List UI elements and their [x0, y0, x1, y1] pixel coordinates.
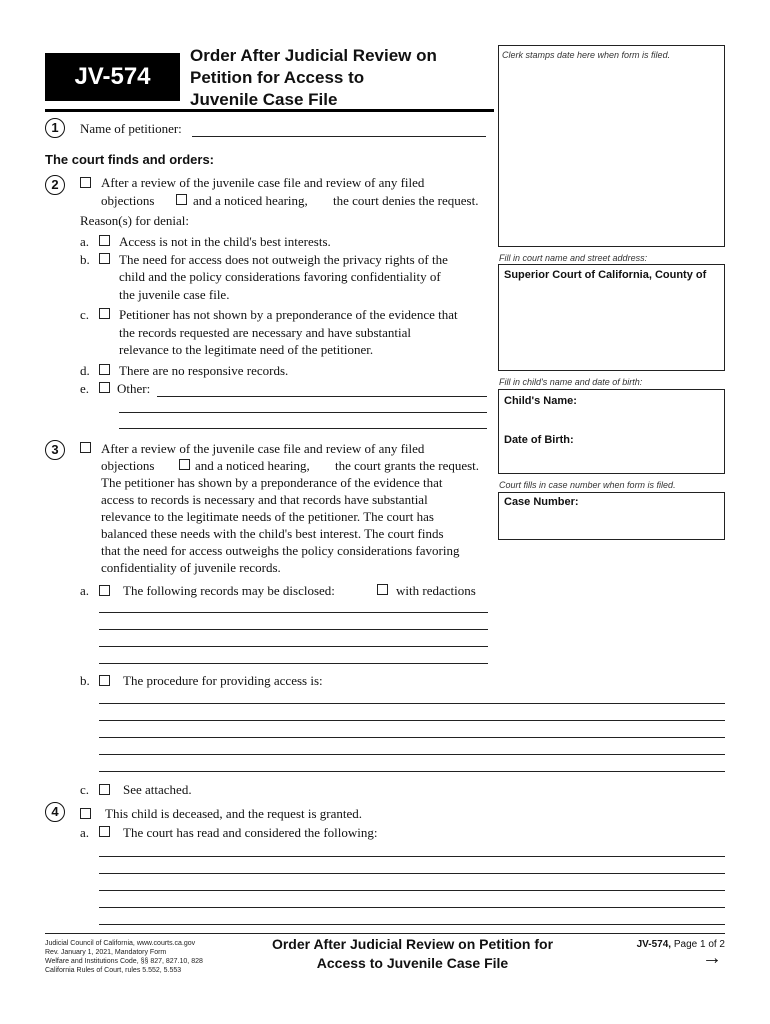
item-3-objections: objections — [101, 458, 155, 473]
item-3c-checkbox[interactable] — [99, 784, 110, 795]
procedure-input-1[interactable] — [99, 703, 725, 704]
item-2-denies: the court denies the request. — [333, 193, 479, 208]
procedure-input-2[interactable] — [99, 720, 725, 721]
item-3b-text: The procedure for providing access is: — [123, 673, 323, 688]
records-input-3[interactable] — [99, 646, 488, 647]
item-4-number: 4 — [45, 802, 65, 822]
reason-c-letter: c. — [80, 307, 90, 322]
footer-line1: Judicial Council of California, www.courts.ca.gov — [45, 940, 196, 947]
records-input-1[interactable] — [99, 612, 488, 613]
dob-label: Date of Birth: — [504, 434, 574, 446]
reason-b-checkbox[interactable] — [99, 253, 110, 264]
footer-line4: California Rules of Court, rules 5.552, 5.553 — [45, 967, 182, 974]
clerk-stamp-label: Clerk stamps date here when form is filed. — [502, 50, 671, 60]
case-number-label: Case Number: — [504, 496, 579, 508]
item-3-grants: the court grants the request. — [335, 458, 480, 473]
considered-input-5[interactable] — [99, 924, 725, 925]
procedure-input-5[interactable] — [99, 771, 725, 772]
court-name-value: Superior Court of California, County of — [504, 269, 707, 281]
clerk-stamp-box — [498, 45, 725, 247]
item-2-objections: objections — [101, 193, 155, 208]
footer-page-number: Page 1 of 2 — [673, 939, 725, 950]
footer-title-line1: Order After Judicial Review on Petition for — [271, 936, 554, 952]
reason-d-letter: d. — [80, 363, 90, 378]
item-3c-text: See attached. — [123, 782, 192, 797]
reason-a-letter: a. — [80, 234, 90, 249]
reason-a-text: Access is not in the child's best interests. — [119, 234, 331, 249]
item-2-number: 2 — [45, 175, 65, 195]
reason-c-line2: the records requested are necessary and have substantial — [119, 325, 412, 340]
reason-other-input-3[interactable] — [119, 428, 487, 429]
reason-b-line1: The need for access does not outweigh the privacy rights of the — [119, 252, 448, 267]
item-3-p3: relevance to the legitimate needs of the petitioner. The court has — [101, 509, 434, 524]
reason-c-checkbox[interactable] — [99, 308, 110, 319]
records-input-4[interactable] — [99, 663, 488, 664]
footer-title-line2: Access to Juvenile Case File — [316, 955, 509, 971]
reason-b-line3: the juvenile case file. — [119, 287, 230, 302]
form-number-badge: JV-574 — [45, 53, 180, 101]
item-3-p5: that the need for access outweighs the policy considerations favoring — [101, 543, 460, 558]
item-3-line1: After a review of the juvenile case file and review of any filed — [101, 441, 425, 456]
reason-other-input-2[interactable] — [119, 412, 487, 413]
form-title — [190, 45, 437, 111]
reason-b-letter: b. — [80, 252, 90, 267]
item-4a-letter: a. — [80, 825, 90, 840]
item-3a-letter: a. — [80, 583, 90, 598]
item-3a-checkbox[interactable] — [99, 585, 110, 596]
reason-d-checkbox[interactable] — [99, 364, 110, 375]
item-3-p2: access to records is necessary and that records have substantial — [101, 492, 428, 507]
reason-e-letter: e. — [80, 381, 90, 396]
item-3b-letter: b. — [80, 673, 90, 688]
item-4-checkbox[interactable] — [80, 808, 91, 819]
footer-rule — [45, 933, 725, 934]
case-number-note: Court fills in case number when form is filed. — [499, 480, 676, 490]
item-3-number: 3 — [45, 440, 65, 460]
item-3-p6: confidentiality of juvenile records. — [101, 560, 281, 575]
item-3-p1: The petitioner has shown by a preponderance of the evidence that — [101, 475, 443, 490]
reason-other-input-1[interactable] — [157, 396, 487, 397]
footer-form-id: JV-574, — [636, 939, 672, 950]
denial-reasons-label: Reason(s) for denial: — [80, 213, 190, 228]
item-4a-checkbox[interactable] — [99, 826, 110, 837]
findings-heading: The court finds and orders: — [45, 152, 215, 167]
reason-b-line2: child and the policy considerations favoring confidentiality of — [119, 269, 441, 284]
reason-c-line1: Petitioner has not shown by a preponderance of the evidence that — [119, 307, 458, 322]
item-3-checkbox[interactable] — [80, 442, 91, 453]
reason-c-line3: relevance to the legitimate need of the petitioner. — [119, 342, 374, 357]
reason-d-text: There are no responsive records. — [119, 363, 289, 378]
footer-line3: Welfare and Institutions Code, §§ 827, 827.10, 828 — [45, 958, 203, 965]
child-info-label: Fill in child's name and date of birth: — [499, 377, 643, 387]
item-2-noticed-hearing: and a noticed hearing, — [193, 193, 308, 208]
item-4-text: This child is deceased, and the request is granted. — [105, 806, 363, 821]
form-title-line3: Juvenile Case File — [190, 90, 338, 109]
item-3-noticed-hearing: and a noticed hearing, — [195, 458, 310, 473]
petitioner-name-input[interactable] — [192, 136, 486, 137]
footer-line2: Rev. January 1, 2021, Mandatory Form — [45, 949, 167, 956]
child-name-label: Child's Name: — [504, 395, 577, 407]
form-title-line1: Order After Judicial Review on — [190, 46, 437, 65]
considered-input-4[interactable] — [99, 907, 725, 908]
petitioner-name-label: Name of petitioner: — [80, 121, 182, 136]
footer-title — [240, 935, 585, 973]
redactions-label: with redactions — [396, 583, 476, 598]
item-3b-checkbox[interactable] — [99, 675, 110, 686]
court-name-label: Fill in court name and street address: — [499, 253, 648, 263]
footer-citations — [45, 939, 203, 975]
considered-input-2[interactable] — [99, 873, 725, 874]
item-1-number: 1 — [45, 118, 65, 138]
procedure-input-4[interactable] — [99, 754, 725, 755]
item-3-hearing-checkbox[interactable] — [179, 459, 190, 470]
reason-e-text: Other: — [117, 381, 151, 396]
next-page-arrow-icon[interactable]: → — [702, 947, 722, 969]
form-title-line2: Petition for Access to — [190, 68, 365, 87]
reason-e-checkbox[interactable] — [99, 382, 110, 393]
item-3a-text: The following records may be disclosed: — [123, 583, 335, 598]
records-input-2[interactable] — [99, 629, 488, 630]
header-rule — [45, 109, 494, 112]
item-2-line1: After a review of the juvenile case file and review of any filed — [101, 175, 425, 190]
considered-input-3[interactable] — [99, 890, 725, 891]
redactions-checkbox[interactable] — [377, 584, 388, 595]
considered-input-1[interactable] — [99, 856, 725, 857]
item-2-hearing-checkbox[interactable] — [176, 194, 187, 205]
item-4a-text: The court has read and considered the following: — [123, 825, 378, 840]
item-2-checkbox[interactable] — [80, 177, 91, 188]
item-3c-letter: c. — [80, 782, 90, 797]
reason-a-checkbox[interactable] — [99, 235, 110, 246]
item-3-p4: balanced these needs with the child's best interest. The court finds — [101, 526, 444, 541]
procedure-input-3[interactable] — [99, 737, 725, 738]
